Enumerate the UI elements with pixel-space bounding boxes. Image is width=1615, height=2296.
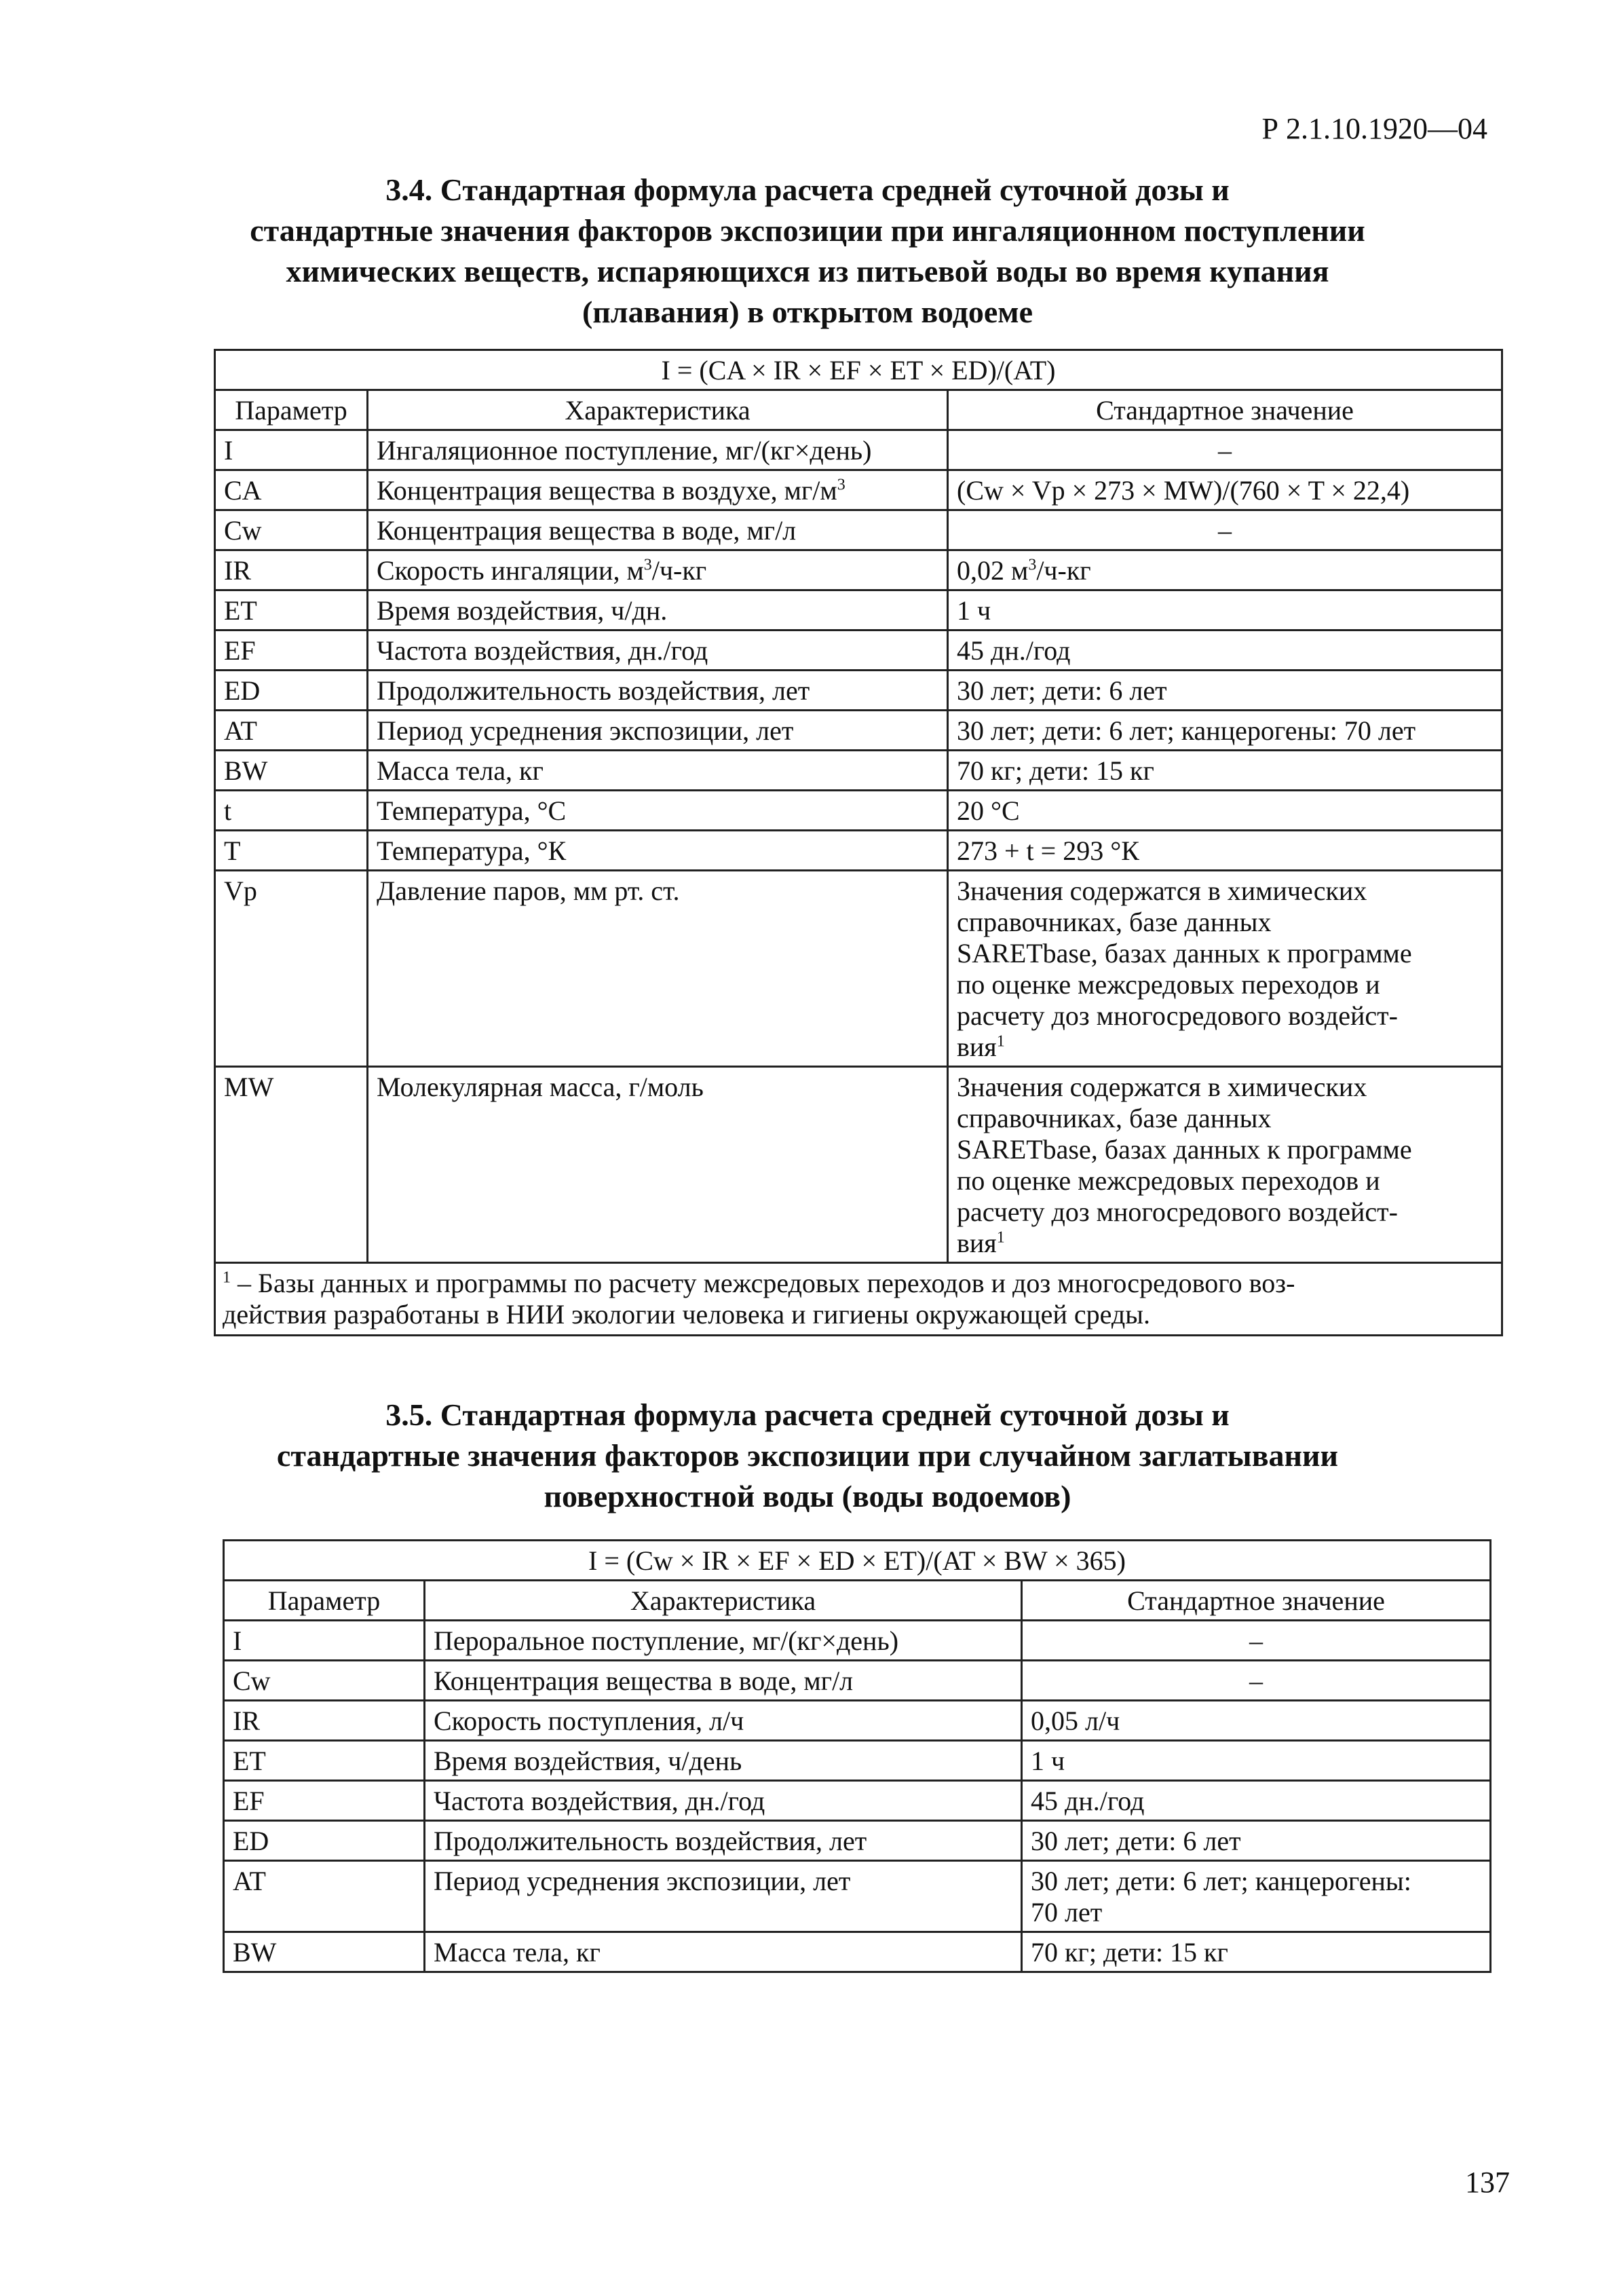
table-row: EF Частота воздействия, дн./год 45 дн./год	[215, 631, 1502, 671]
table-row: Cw Концентрация вещества в воде, мг/л –	[224, 1661, 1491, 1701]
table-row: BW Масса тела, кг 70 кг; дети: 15 кг	[215, 751, 1502, 791]
table-row: BW Масса тела, кг 70 кг; дети: 15 кг	[224, 1932, 1491, 1972]
footnote-row	[215, 1263, 1502, 1336]
section-3-4-heading: 3.4. Стандартная формула расчета средней суточной дозы и стандартные значения факторов экспозиции при ингаляционном поступлении химических веществ, испаряющихся из питьевой воды во время купания (плавания) в открытом водоеме	[250, 172, 1365, 329]
table-row: ET Время воздействия, ч/дн. 1 ч	[215, 590, 1502, 631]
header-parameter: Параметр	[215, 390, 368, 430]
header-standard-value: Стандартное значение	[948, 390, 1502, 430]
table-row: ED Продолжительность воздействия, лет 30 лет; дети: 6 лет	[215, 671, 1502, 711]
document-code: Р 2.1.10.1920—04	[1261, 112, 1487, 145]
table-row: I Ингаляционное поступление, мг/(кг×день) –	[215, 430, 1502, 470]
header-standard-value: Стандартное значение	[1022, 1581, 1491, 1621]
formula: I = (CA × IR × EF × ET × ED)/(AT)	[215, 350, 1502, 390]
inhalation-exposure-table	[214, 349, 1503, 1336]
table-row: ED Продолжительность воздействия, лет 30 лет; дети: 6 лет	[224, 1821, 1491, 1861]
header-characteristic: Характеристика	[425, 1581, 1022, 1621]
table-row: MW Молекулярная масса, г/моль Значения содержатся в химических справочниках, базе данных SARETbase, базах данных к программе по оценке межсредовых переходов и расчету доз многосредового воздейст- вия$^1$	[215, 1067, 1502, 1263]
table-row: t Температура, °С 20 °С	[215, 791, 1502, 831]
table-row: Cw Концентрация вещества в воде, мг/л –	[215, 510, 1502, 550]
table-row: CA Концентрация вещества в воздухе, $мг/м^3$ (Cw × Vp × 273 × MW)/(760 × T × 22,4)	[215, 470, 1502, 510]
footnote: $^1$ – Базы данных и программы по расчету межсредовых переходов и доз многосредового воз- действия разработаны в НИИ экологии человека и гигиены окружающей среды.	[215, 1263, 1502, 1336]
section-3-5-heading: 3.5. Стандартная формула расчета средней суточной дозы и стандартные значения факторов экспозиции при случайном заглатывании поверхностной воды (воды водоемов)	[276, 1397, 1339, 1513]
table-row: IR Скорость ингаляции, $м^3/ч-кг$ 0,02 $м^3/ч-кг$	[215, 550, 1502, 590]
table-row: ET Время воздействия, ч/день 1 ч	[224, 1741, 1491, 1781]
header-parameter: Параметр	[224, 1581, 425, 1621]
table-row: EF Частота воздействия, дн./год 45 дн./год	[224, 1781, 1491, 1821]
table-row: I Пероральное поступление, мг/(кг×день) –	[224, 1621, 1491, 1661]
table-row: AT Период усреднения экспозиции, лет 30 лет; дети: 6 лет; канцерогены: 70 лет	[224, 1861, 1491, 1932]
table-row: Vp Давление паров, мм рт. ст. Значения содержатся в химических справочниках, базе данных SARETbase, базах данных к программе по оценке межсредовых переходов и расчету доз многосредового воздейст- вия$^1$	[215, 871, 1502, 1067]
ingestion-exposure-table	[223, 1539, 1492, 1973]
page-number: 137	[1465, 2166, 1510, 2199]
table-row: AT Период усреднения экспозиции, лет 30 лет; дети: 6 лет; канцерогены: 70 лет	[215, 711, 1502, 751]
formula: I = (Cw × IR × EF × ED × ET)/(AT × BW × 365)	[224, 1541, 1491, 1581]
table-row: T Температура, °К 273 + t = 293 °К	[215, 831, 1502, 871]
header-characteristic: Характеристика	[368, 390, 948, 430]
table-row: IR Скорость поступления, л/ч 0,05 л/ч	[224, 1701, 1491, 1741]
